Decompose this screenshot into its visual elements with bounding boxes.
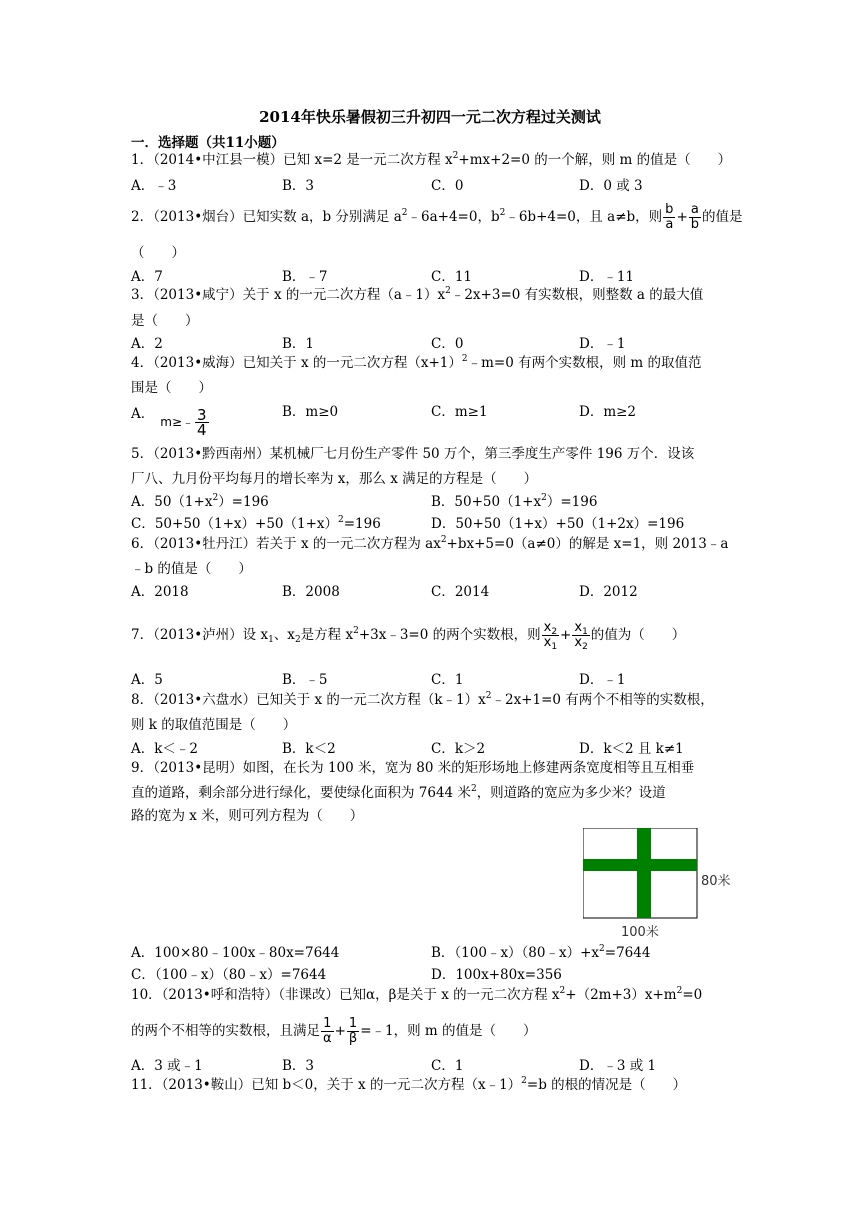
option-c: C．1 [431, 1058, 464, 1074]
question-1: 1．（2014•中江县一模）已知 x=2 是一元二次方程 $x^2+mx+2=0$ 的一个解，则 m 的值是（ ） [131, 151, 732, 168]
option-a: A．2 [131, 336, 163, 352]
question-2-line2: （ ） [131, 245, 185, 261]
option-a: A．3 或﹣1 [131, 1058, 203, 1074]
section-heading: 一．选择题（共11小题） [131, 135, 285, 151]
question-5: 5．（2013•黔西南州）某机械厂七月份生产零件 50 万个，第三季度生产零件 196 万个．设该 [131, 446, 695, 462]
question-9-line3: 路的宽为 x 米，则可列方程为（ ） [131, 808, 364, 824]
question-4: 4．（2013•威海）已知关于 x 的一元二次方程$(x+1)^2﹣m=0$ 有两个实数根，则 m 的取值范 [131, 354, 702, 371]
option-d: D．﹣11 [579, 269, 635, 285]
question-9: 9．（2013•昆明）如图，在长为 100 米，宽为 80 米的矩形场地上修建两条宽度相等且互相垂 [131, 760, 695, 776]
option-d: D．0 或 3 [579, 178, 643, 194]
question-4-options [131, 400, 731, 439]
question-9-options-ab [131, 941, 731, 959]
fraction-x1-over-x2: $\frac{x_1}{x_2}$ [574, 620, 588, 652]
question-3-line2: 是（ ） [131, 313, 199, 329]
question-5-options-ab [131, 490, 731, 508]
question-2-options [131, 265, 731, 283]
question-8: 8．（2013•六盘水）已知关于 x 的一元二次方程$(k﹣1)x^2﹣2x+1=0$ 有两个不相等的实数根， [131, 691, 714, 708]
option-b: B．m≥0 [282, 404, 339, 420]
option-c: C．1 [431, 672, 464, 688]
option-d: D．﹣3 或 1 [579, 1058, 657, 1074]
option-a: A．2018 [131, 584, 189, 600]
horizontal-road [583, 859, 697, 871]
width-label: 80米 [701, 874, 731, 889]
question-6-line2: ﹣b 的值是（ ） [131, 561, 252, 577]
option-c: C．k＞2 [431, 741, 486, 757]
question-6: 6．（2013•牡丹江）若关于 x 的一元二次方程为 $ax^2+bx+5=0(a\ne 0)$的解是 x=1，则 2013﹣a [131, 535, 729, 552]
question-8-line2: 则 k 的取值范围是（ ） [131, 717, 297, 733]
question-9-line2: 直的道路，剩余部分进行绿化，要使绿化面积为 7644 米$^2$，则道路的宽应为多少米？设道 [131, 784, 666, 801]
question-7-options [131, 668, 731, 686]
question-10-options [131, 1054, 731, 1072]
option-a: A．﹣3 [131, 178, 177, 194]
option-c: C．（100﹣x）（80﹣x）=7644 [131, 967, 327, 983]
option-b: B．﹣7 [282, 269, 328, 285]
fraction-x2-over-x1: $\frac{x_2}{x_1}$ [543, 620, 558, 652]
question-3: 3．（2013•咸宁）关于 x 的一元二次方程$(a﹣1)x^2﹣2x+3=0$ 有实数根，则整数 a 的最大值 [131, 286, 704, 303]
option-a: A．k＜﹣2 [131, 741, 199, 757]
page-title: 2014年快乐暑假初三升初四一元二次方程过关测试 [259, 108, 601, 126]
option-d: D．k＜2 且 k≠1 [579, 741, 684, 757]
option-a: A．7 [131, 269, 163, 285]
option-c: C．11 [431, 269, 473, 285]
option-a: A．$50(1+x^2)=196$ [131, 493, 269, 510]
question-11: 11．（2013•鞍山）已知 b＜0，关于 x 的一元二次方程（x﹣1）$^2$=b 的根的情况是（ ） [131, 1076, 687, 1093]
option-c: C．0 [431, 178, 464, 194]
option-b: B．3 [282, 1058, 315, 1074]
question-3-options [131, 332, 731, 350]
question-2: 2．（2013•烟台）已知实数 a，b 分别满足 $a^2﹣6a+4=0$，$b^2﹣6b+4=0$，且 a≠b，则 $\frac{b}{a}$ + $\frac{a}{b}$ 的值是 [131, 202, 743, 232]
question-4-line2: 围是（ ） [131, 380, 212, 396]
option-a: A．100×80﹣100x﹣80x=7644 [131, 945, 340, 961]
question-9-options-cd [131, 963, 731, 981]
question-8-options [131, 737, 731, 755]
fraction-b-over-a: $\frac{b}{a}$ [665, 202, 674, 232]
fraction-a-over-b: $\frac{a}{b}$ [690, 202, 700, 232]
option-d: D．﹣1 [579, 336, 626, 352]
option-c: C．2014 [431, 584, 490, 600]
question-6-options [131, 580, 731, 598]
vertical-road [637, 828, 651, 918]
question-5-options-cd [131, 512, 731, 530]
option-c: C．$50+50(1+x)+50(1+x)^2=196$ [131, 515, 381, 532]
question-10: 10．（2013•呼和浩特）（非课改）已知α，β是关于 x 的一元二次方程 $x^2+(2m+3)x+m^2=0$ [131, 986, 703, 1003]
option-b: B．k＜2 [282, 741, 336, 757]
option-d: D．50+50（1+x）+50（1+2x）=196 [431, 516, 685, 532]
question-7: 7．（2013•泸州）设 $x_1$、$x_2$是方程 $x^2+3x﹣3=0$ 的两个实数根，则 $\frac{x_2}{x_1}$ + $\frac{x_1}{x_2}$ 的值为（ ） [131, 620, 686, 652]
length-label: 100米 [621, 925, 659, 940]
option-b: B．2008 [282, 584, 340, 600]
option-d: D．100x+80x=356 [431, 967, 562, 983]
question-5-line2: 厂八、九月份平均每月的增长率为 x，那么 x 满足的方程是（ ） [131, 471, 538, 487]
option-c: C．0 [431, 336, 464, 352]
question-10-line2: 的两个不相等的实数根，且满足 $\frac{1}{\alpha}$ + $\frac{1}{\beta}$ =﹣1，则 m 的值是（ ） [131, 1016, 537, 1046]
option-d: D．﹣1 [579, 672, 626, 688]
option-a: A．5 [131, 672, 163, 688]
fraction-3-over-4: $\frac{3}{4}$ [197, 406, 207, 439]
field-diagram [583, 828, 743, 944]
option-b: B．3 [282, 178, 315, 194]
option-d: D．m≥2 [579, 404, 637, 420]
option-d: D．2012 [579, 584, 638, 600]
field-diagram-svg [583, 828, 743, 940]
fraction-1-over-beta: $\frac{1}{\beta}$ [348, 1016, 358, 1046]
option-b: B．1 [282, 336, 315, 352]
fraction-1-over-alpha: $\frac{1}{\alpha}$ [323, 1016, 332, 1046]
question-1-options [131, 174, 731, 192]
option-b: B．$50+50(1+x^2)=196$ [431, 493, 598, 510]
option-b: B．$(100﹣x)(80﹣x)+x^2=7644$ [431, 944, 651, 961]
option-a: A． m≥﹣ $\frac{3}{4}$ [131, 406, 207, 439]
option-c: C．m≥1 [431, 404, 488, 420]
option-b: B．﹣5 [282, 672, 328, 688]
